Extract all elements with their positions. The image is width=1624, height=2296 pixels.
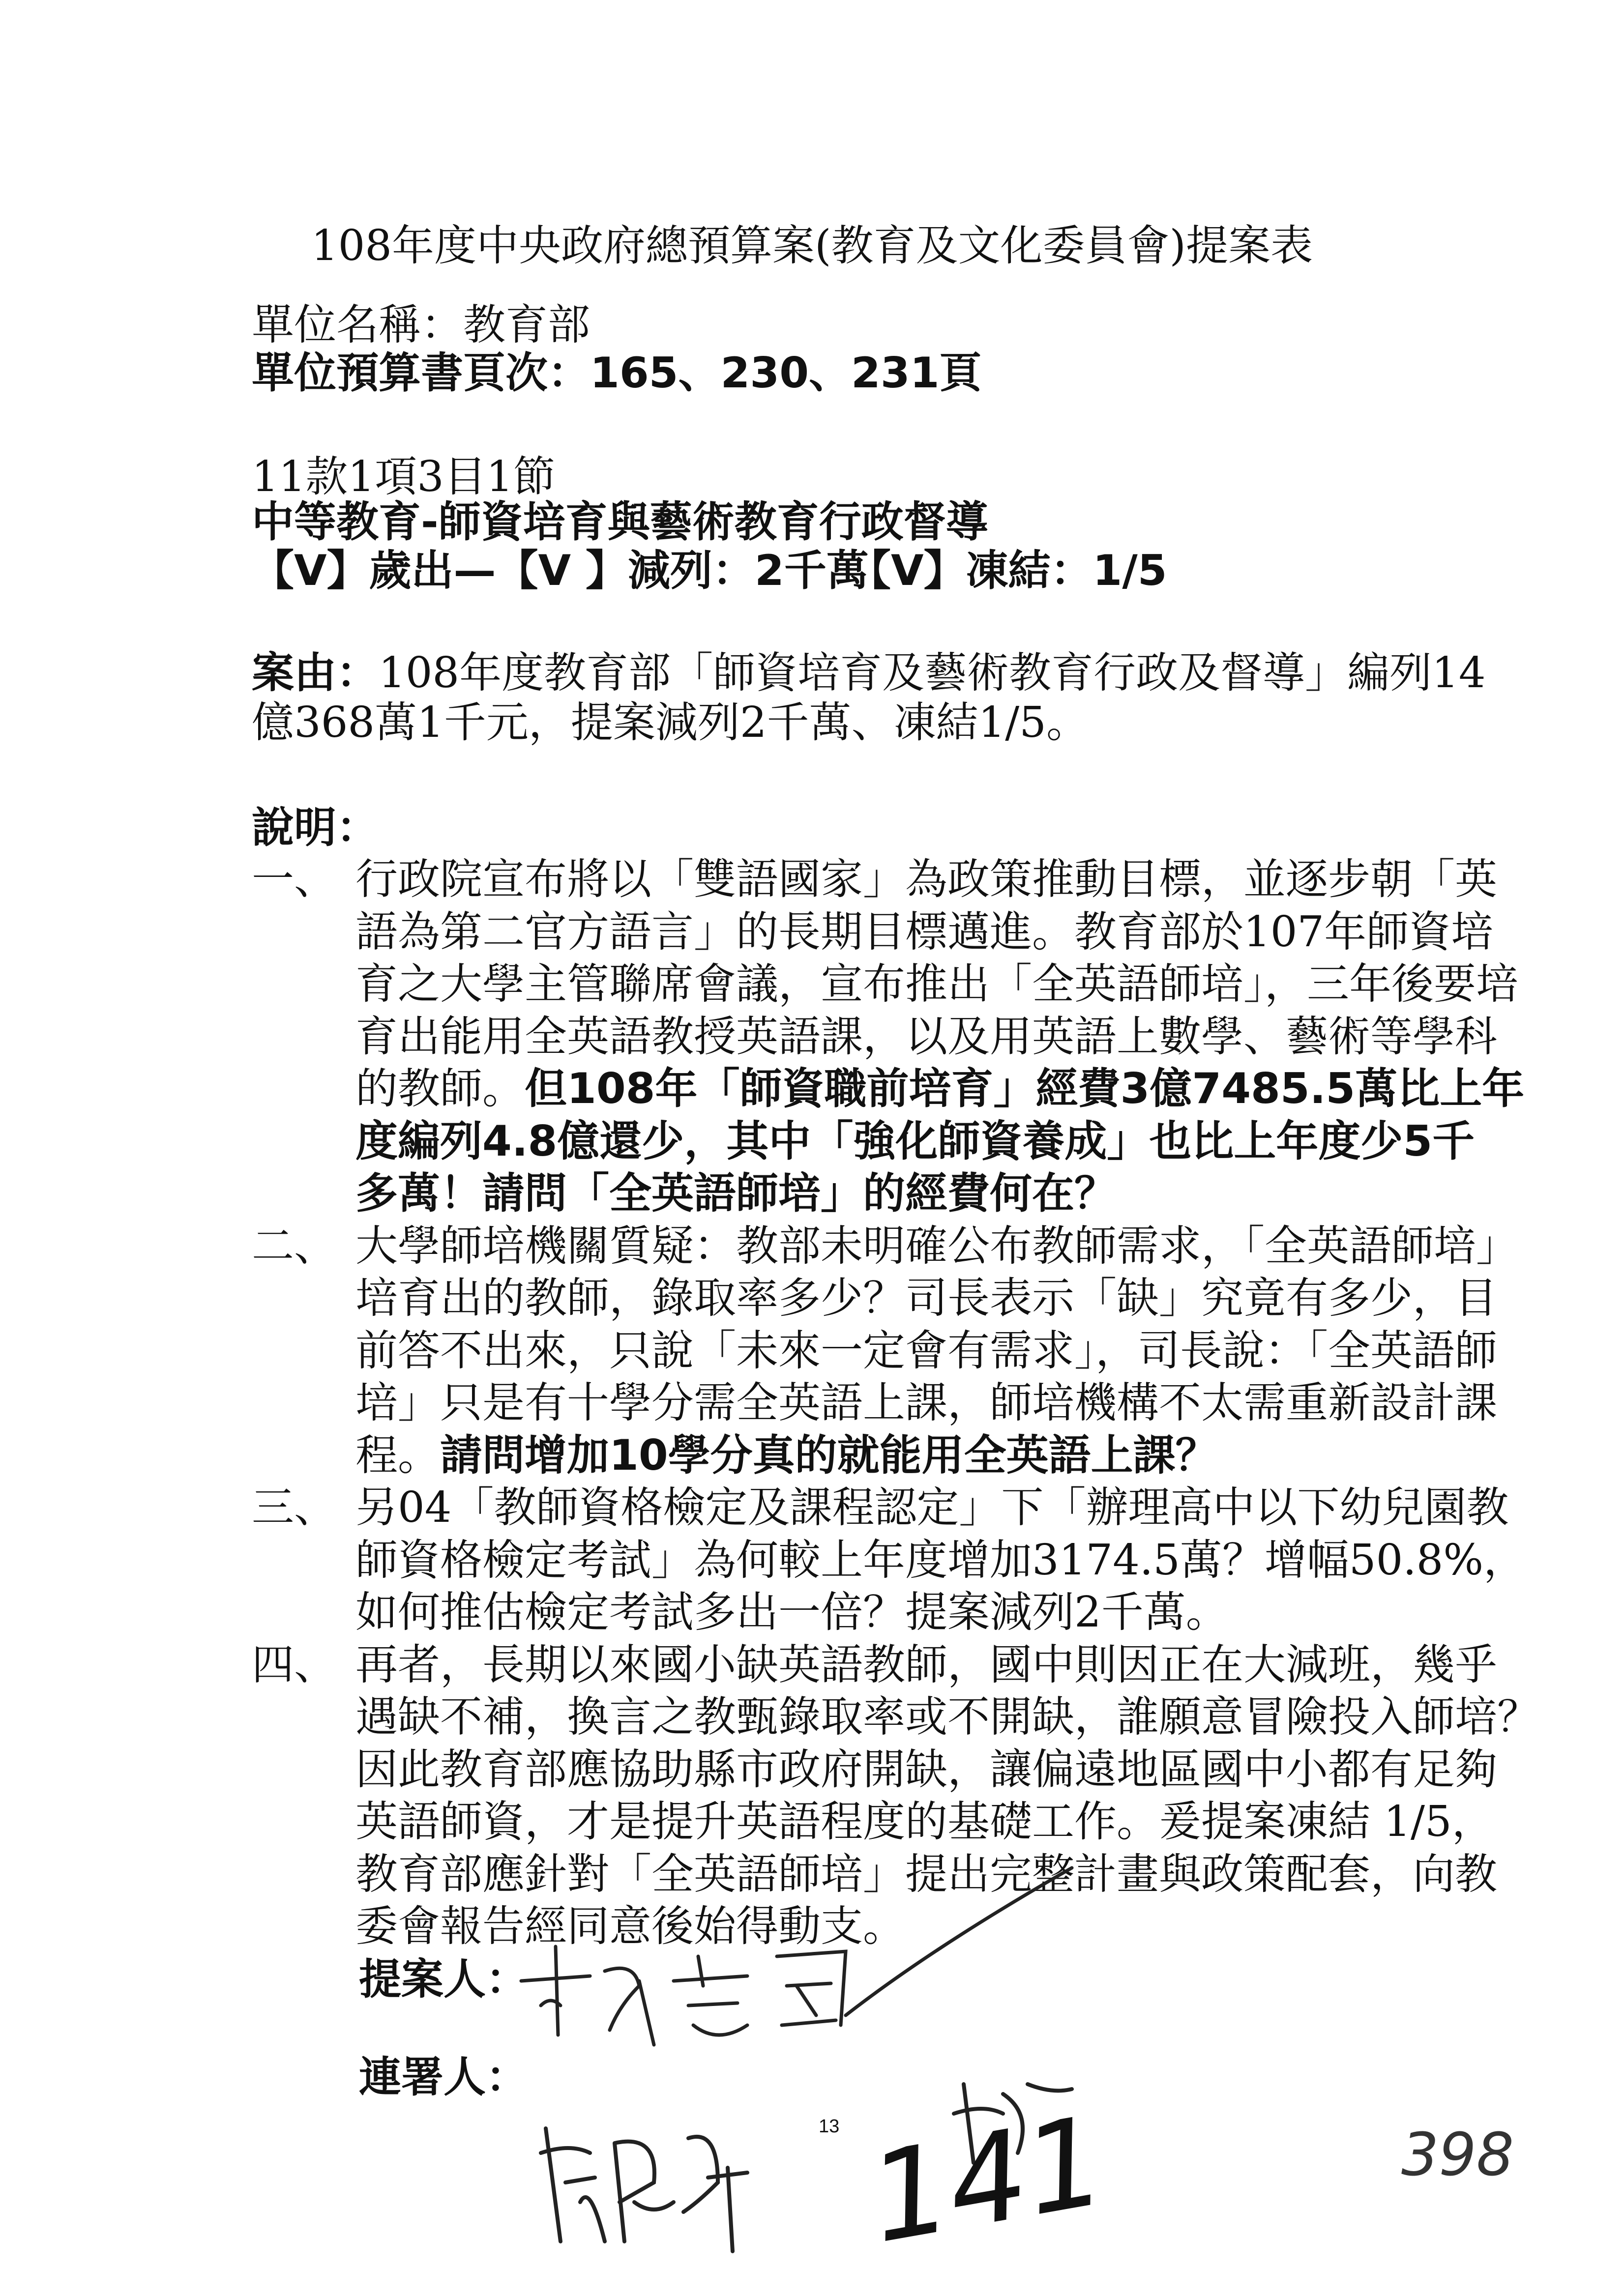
case-text-2: 億368萬1千元，提案減列2千萬、凍結1/5。 (252, 698, 1089, 747)
body-text: 的教師。 (355, 1064, 525, 1113)
item-line (355, 1220, 1518, 1272)
item-line (355, 1377, 1497, 1429)
handwritten-page: 398 (1401, 2121, 1514, 2189)
item-line (355, 1534, 1526, 1586)
unit-name: 單位名稱：教育部 (252, 300, 590, 349)
item-line (355, 853, 1497, 905)
body-text: 培」只是有十學分需全英語上課，師培機構不太需重新設計課 (355, 1378, 1497, 1427)
body-text: 教育部應針對「全英語師培」提出完整計畫與政策配套，向教 (355, 1849, 1497, 1899)
body-text: 前答不出來，只說「未來一定會有需求」，司長說：「全英語師 (355, 1326, 1497, 1375)
handwritten-number: 141 (859, 2089, 1116, 2271)
emphasis-text: 請問增加10學分真的就能用全英語上課？ (440, 1430, 1218, 1480)
item-number: 四、 (252, 1640, 336, 1689)
item-line (355, 1586, 1388, 1638)
item-line (355, 906, 1494, 958)
section-name: 中等教育-師資培育與藝術教育行政督導 (252, 497, 988, 547)
item-number: 二、 (252, 1221, 336, 1271)
item-number: 三、 (252, 1483, 336, 1532)
item-line (355, 1325, 1497, 1377)
item-line (355, 1429, 1388, 1482)
budget-pages: 單位預算書頁次：165、230、231頁 (252, 349, 982, 398)
proposer-signature (492, 1858, 1229, 2055)
body-text: 因此教育部應協助縣市政府開缺，讓偏遠地區國中小都有足夠 (355, 1744, 1497, 1794)
body-text: 大學師培機關質疑：教部未明確公布教師需求，「全英語師培」 (355, 1221, 1518, 1271)
emphasis-text: 度編列4.8億還少，其中「強化師資養成」也比上年度少5千 (355, 1116, 1475, 1166)
item-line (355, 1482, 1509, 1534)
item-line (355, 1691, 1539, 1743)
body-text: 遇缺不補，換言之教甄錄取率或不開缺，誰願意冒險投入師培？ (355, 1692, 1539, 1742)
body-text: 程。 (355, 1430, 440, 1480)
body-text: 培育出的教師，錄取率多少？司長表示「缺」究竟有多少，目 (355, 1274, 1497, 1323)
body-text: 行政院宣布將以「雙語國家」為政策推動目標，並逐步朝「英 (355, 855, 1497, 904)
body-text: 語為第二官方語言」的長期目標邁進。教育部於107年師資培 (355, 907, 1494, 957)
case-label: 案由： (252, 648, 379, 698)
body-text: 育出能用全英語教授英語課，以及用英語上數學、藝術等學科 (355, 1012, 1497, 1061)
item-line (355, 1639, 1497, 1691)
body-text: 委會報告經同意後始得動支。 (355, 1902, 905, 1951)
action-freeze: 【V】凍結：1/5 (849, 546, 1167, 595)
case-line-1 (252, 647, 1486, 699)
body-text: 師資格檢定考試」為何較上年度增加3174.5萬？增幅50.8%， (355, 1535, 1526, 1585)
item-line (355, 1744, 1497, 1796)
body-text: 如何推估檢定考試多出一倍？提案減列2千萬。 (355, 1588, 1228, 1637)
body-text: 另04「教師資格檢定及課程認定」下「辦理高中以下幼兒園教 (355, 1483, 1509, 1532)
item-number: 一、 (252, 855, 336, 904)
body-text: 育之大學主管聯席會議，宣布推出「全英語師培」，三年後要培 (355, 959, 1518, 1009)
body-text: 英語師資，才是提升英語程度的基礎工作。爰提案凍結 1/5， (355, 1797, 1494, 1846)
section-code: 11款1項3目1節 (252, 452, 556, 501)
item-line (355, 1063, 1525, 1115)
item-line (355, 1796, 1494, 1848)
item-line (355, 958, 1518, 1010)
emphasis-text: 多萬！請問「全英語師培」的經費何在？ (355, 1169, 1117, 1218)
cosigner-label: 連署人： (359, 2053, 528, 2102)
item-line (355, 1272, 1497, 1324)
explanation-label: 說明： (252, 803, 379, 852)
document-title: 108年度中央政府總預算案(教育及文化委員會)提案表 (311, 221, 1313, 270)
proposer-label: 提案人： (359, 1955, 528, 2004)
body-text: 再者，長期以來國小缺英語教師，國中則因正在大減班，幾乎 (355, 1640, 1497, 1689)
emphasis-text: 但108年「師資職前培育」經費3億7485.5萬比上年 (525, 1064, 1525, 1113)
item-line (355, 1167, 1388, 1220)
item-line (355, 1115, 1475, 1167)
item-line (355, 1011, 1497, 1063)
page-number: 13 (819, 2116, 840, 2137)
action-reduction: 【V】歲出—【V 】減列：2千萬 (252, 546, 869, 595)
case-text-1: 108年度教育部「師資培育及藝術教育行政及督導」編列14 (379, 648, 1486, 698)
